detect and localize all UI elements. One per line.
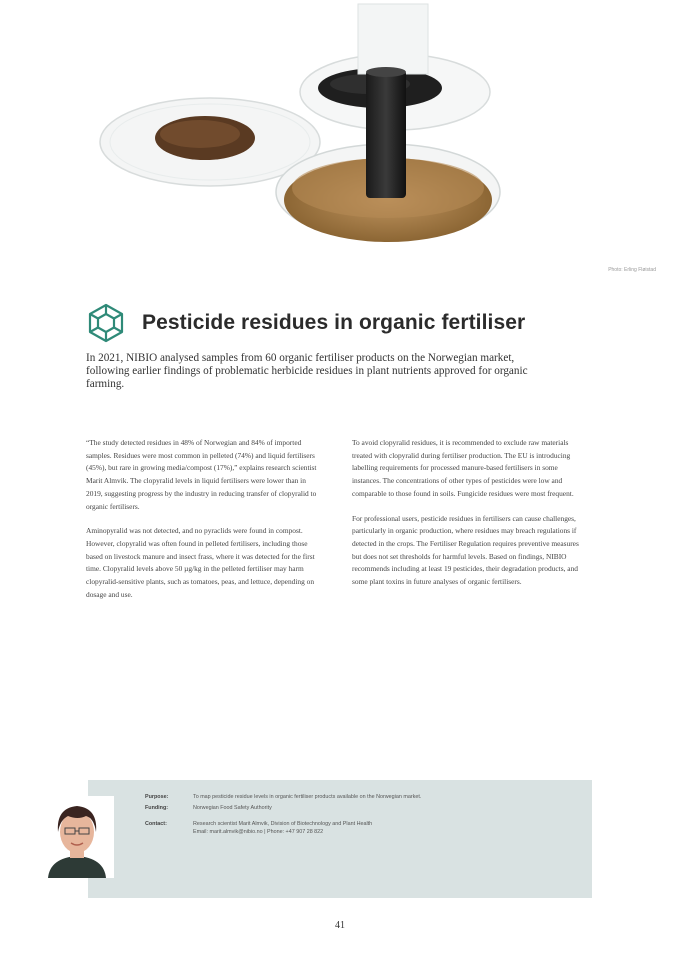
paragraph: Aminopyralid was not detected, and no pyraclids were found in compost. However, clopyralid was often found in pelleted fertilisers, including those based on livestock manure and insect frass, where it was detected for the first time. Clopyralid levels above 50 µg/kg in the pelleted fertiliser may harm clopyralid-sensitive plants, such as tomatoes, peas, and lettuce, depending on dosage and use. bbox=[86, 526, 315, 599]
info-value: To map pesticide residue levels in organic fertiliser products available on the Norwegian market. bbox=[193, 794, 422, 800]
hexagon-network-icon bbox=[86, 303, 126, 343]
info-row-funding bbox=[145, 804, 585, 812]
info-value-group bbox=[193, 820, 585, 836]
info-label: Funding: bbox=[145, 805, 169, 811]
contact-email-phone[interactable]: Email: marit.almvik@nibio.no | Phone: +47 907 28 822 bbox=[193, 829, 324, 835]
body-column-left bbox=[86, 437, 322, 613]
info-label: Purpose: bbox=[145, 794, 169, 800]
paragraph: For professional users, pesticide residues in fertilisers can cause challenges, particularly in organic production, where residues may breach regulations if detected in the crops. The Fertiliser Regulation requires preventive measures but does not set thresholds for harmful levels. Based on findings, NIBIO recommends including at least 19 pesticides, their degradation products, and some plant toxins in future analyses of organic fertilisers. bbox=[352, 513, 579, 587]
photo-credit: Photo: Erling Fløistad bbox=[608, 267, 656, 273]
info-label: Contact: bbox=[145, 821, 167, 827]
paragraph: To avoid clopyralid residues, it is recommended to exclude raw materials treated with clopyralid during fertiliser production. The EU is introducing labelling requirements for processed manure-based fertilisers in some instances. The concentrations of other types of pesticides were low and comparable to those found in soils. Fungicide residues were most frequent. bbox=[352, 438, 574, 498]
page-number: 41 bbox=[335, 920, 345, 931]
lead-paragraph: In 2021, NIBIO analysed samples from 60 organic fertiliser products on the Norwegian market, following earlier findings of problematic herbicide residues in plant nutrients approved for organic farming. bbox=[86, 352, 528, 390]
paragraph: “The study detected residues in 48% of Norwegian and 84% of imported samples. Residues were most common in pelleted (74%) and liquid fertilisers (45%), but rare in growing media/compost (17%),” explains research scientist Marit Almvik. The clopyralid levels in liquid fertilisers were lower than in 2019, suggesting progress by the industry in reducing transfer of clopyralid to organic fertilisers. bbox=[86, 438, 317, 511]
body-column-right bbox=[352, 437, 588, 601]
page-title: Pesticide residues in organic fertiliser bbox=[142, 311, 526, 334]
petri-dish-illustration bbox=[0, 0, 680, 275]
info-details bbox=[145, 793, 585, 839]
contact-name: Research scientist Marit Almvik, Division of Biotechnology and Plant Health bbox=[193, 821, 373, 827]
fertiliser-photo bbox=[0, 0, 680, 275]
info-row-contact bbox=[145, 820, 585, 836]
section-heading bbox=[86, 303, 525, 343]
contact-portrait bbox=[40, 796, 114, 878]
info-row-purpose bbox=[145, 793, 585, 801]
info-value: Norwegian Food Safety Authority bbox=[193, 805, 272, 811]
